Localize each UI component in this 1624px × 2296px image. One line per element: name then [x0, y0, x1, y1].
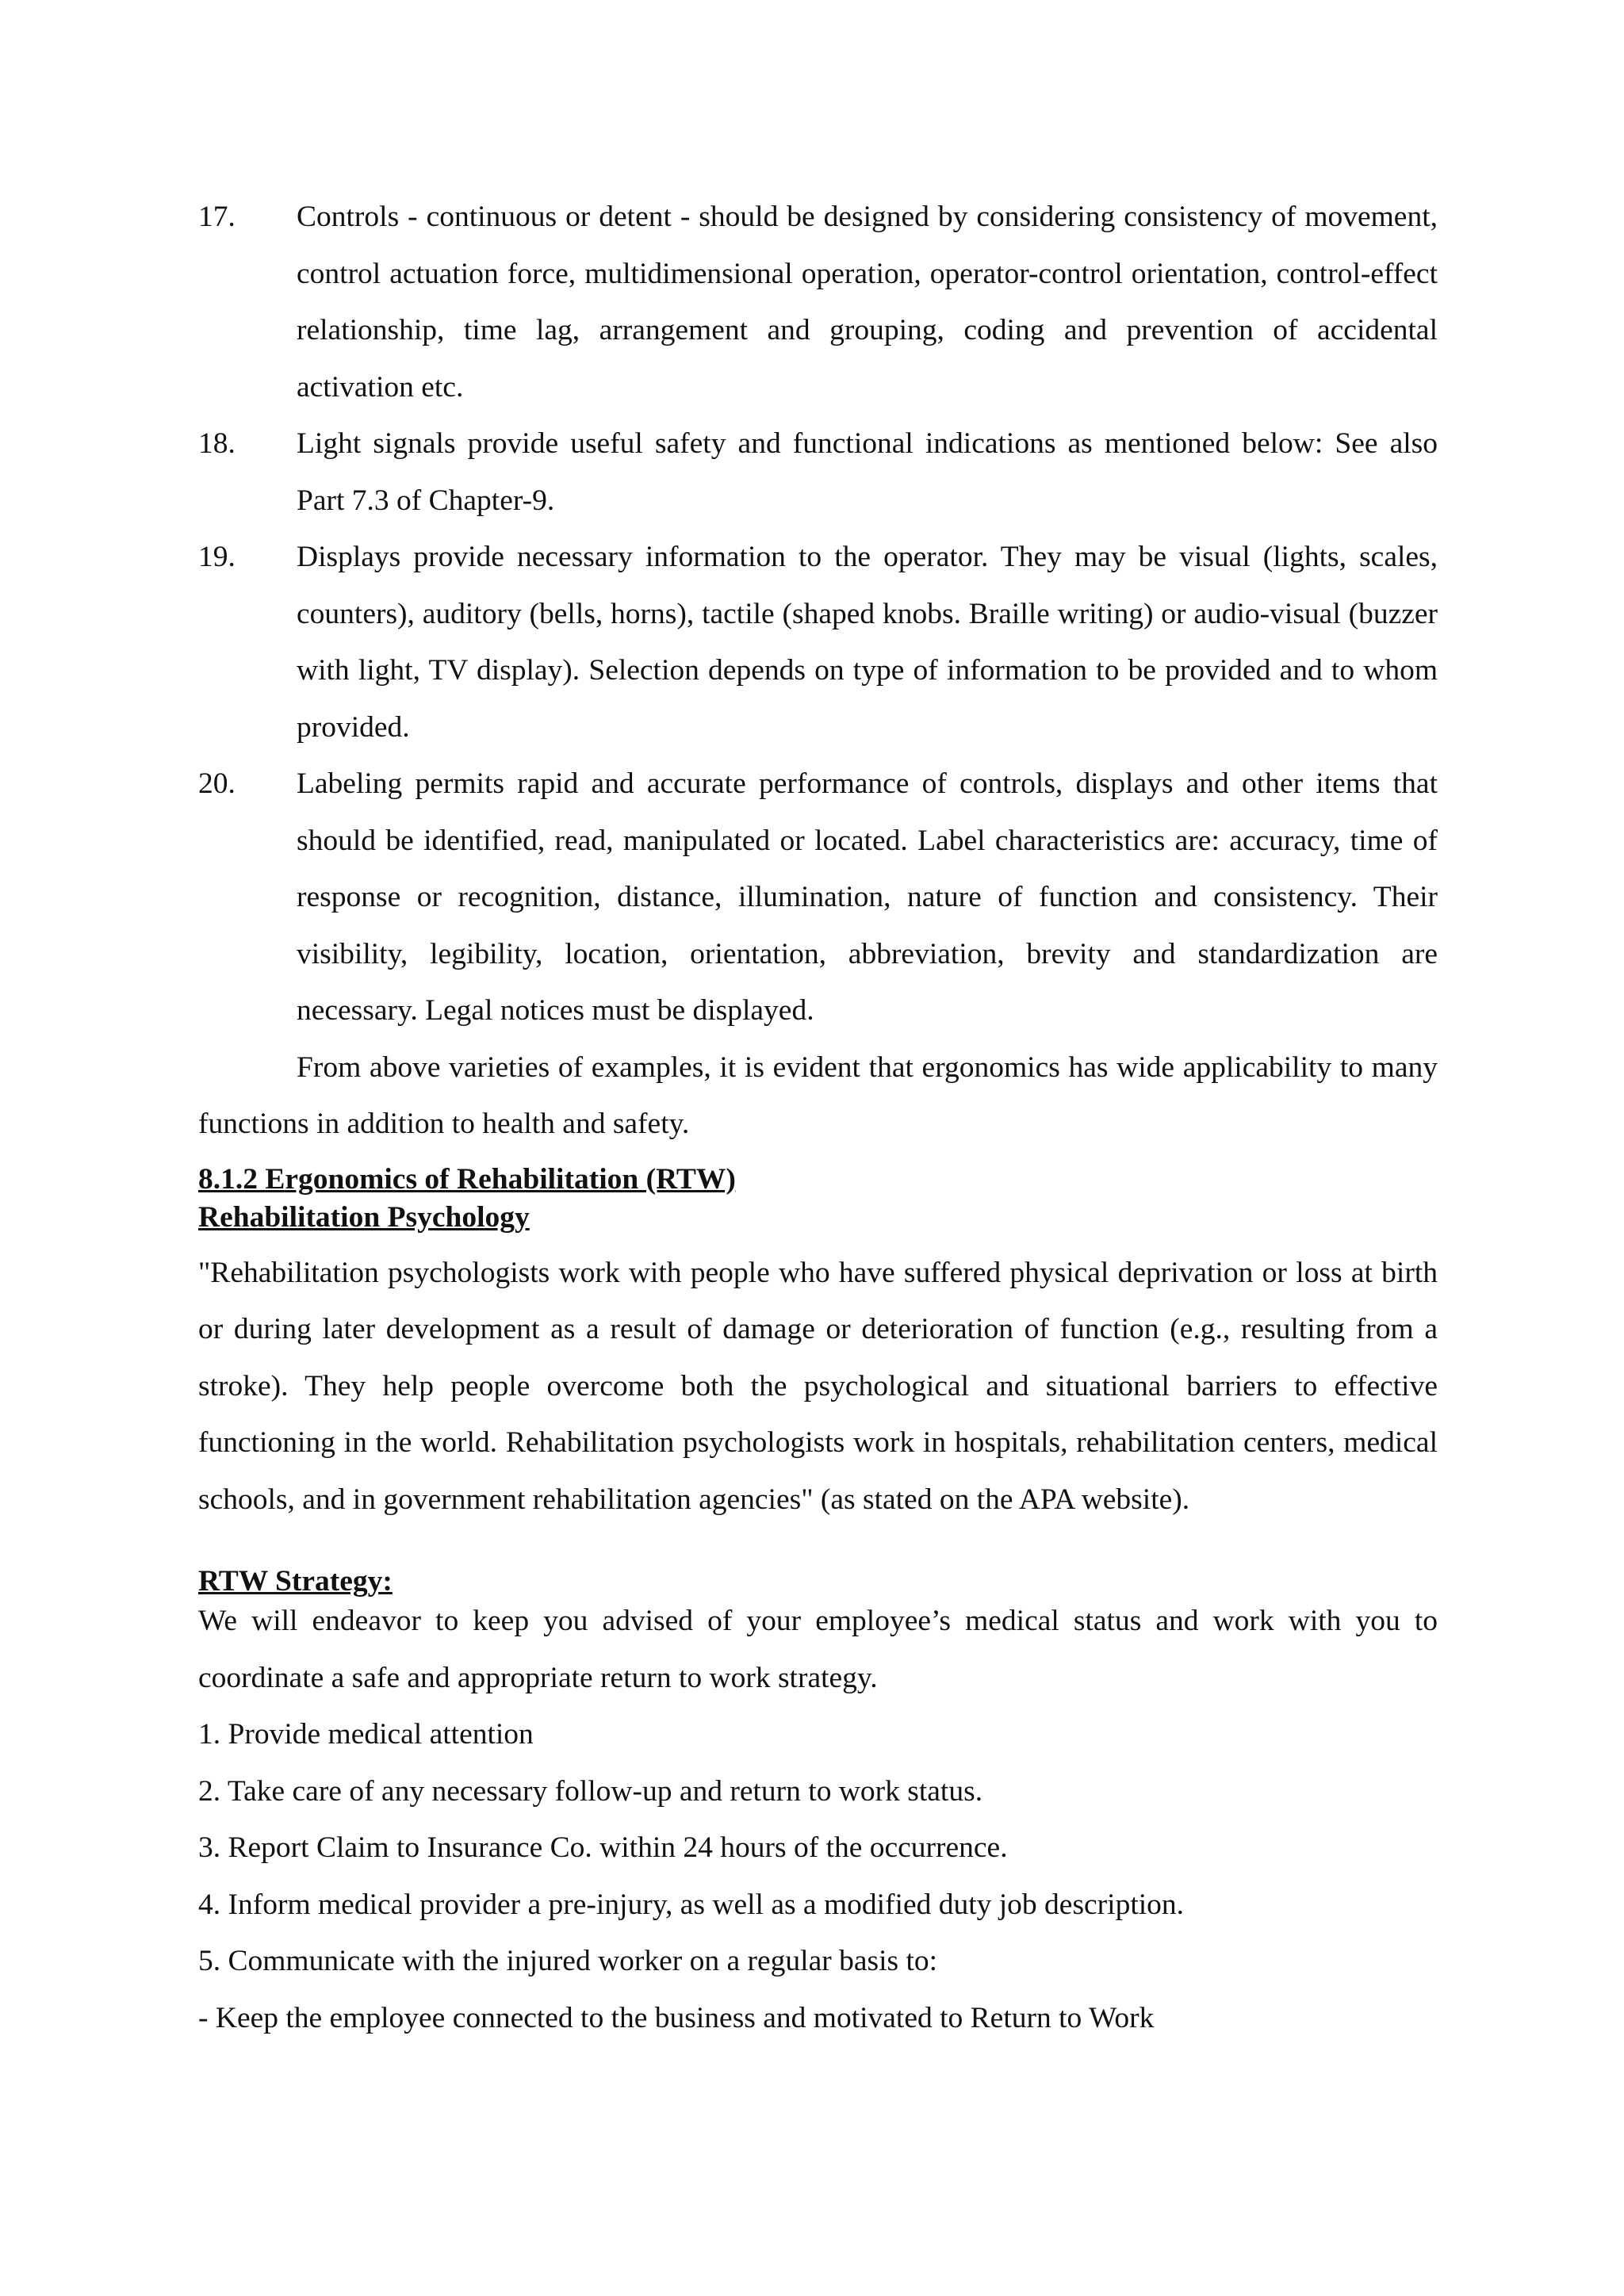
numbered-item-19 [198, 529, 1438, 756]
item-text: Labeling permits rapid and accurate performance of controls, displays and other items that should be identified, read, manipulated or located. Label characteristics are: accuracy, time of response or recognition, distance, illumination, nature of function and consistency. Their visibility, legibility, location, orientation, abbreviation, brevity and standardization are necessary. Legal notices must be displayed. [297, 767, 1438, 1027]
rtw-step: 1. Provide medical attention [198, 1718, 534, 1751]
item-number: 19. [198, 541, 236, 573]
rtw-step: 4. Inform medical provider a pre-injury, as well as a modified duty job description. [198, 1888, 1185, 1921]
rehabilitation-quote: "Rehabilitation psychologists work with people who have suffered physical deprivation or loss at birth or during later development as a result of damage or deterioration of function (e.g., resulting from a stroke). They help people overcome both the psychological and situational barriers to effective functioning in the world. Rehabilitation psychologists work in hospitals, rehabilitation centers, medical schools, and in government rehabilitation agencies" (as stated on the APA website). [198, 1256, 1438, 1516]
item-text: Displays provide necessary information to the operator. They may be visual (lights, scales, counters), auditory (bells, horns), tactile (shaped knobs. Braille writing) or audio-visual (buzzer with light, TV display). Selection depends on type of information to be provided and to whom provided. [297, 541, 1438, 744]
numbered-item-20 [198, 756, 1438, 1039]
spacer [198, 1528, 1438, 1563]
item-number: 17. [198, 201, 236, 233]
summary-paragraph: From above varieties of examples, it is evident that ergonomics has wide applicability to many functions in addition to health and safety. [198, 1050, 1438, 1140]
document-page [198, 189, 1438, 2046]
rtw-intro: We will endeavor to keep you advised of your employee’s medical status and work with you to coordinate a safe and appropriate return to work strategy. [198, 1605, 1438, 1694]
section-subheading: Rehabilitation Psychology [198, 1200, 530, 1234]
rtw-step: 3. Report Claim to Insurance Co. within 24 hours of the occurrence. [198, 1831, 1008, 1864]
numbered-item-17 [198, 189, 1438, 415]
item-number: 20. [198, 767, 236, 800]
item-number: 18. [198, 427, 236, 460]
section-heading-block [198, 1161, 1438, 1237]
rtw-step: 5. Communicate with the injured worker on a regular basis to: [198, 1945, 938, 1977]
item-text: Controls - continuous or detent - should be designed by considering consistency of movement, control actuation force, multidimensional operation, operator-control orientation, control-effect relationship, time lag, arrangement and grouping, coding and prevention of accidental activation etc. [297, 201, 1438, 404]
item-text: Light signals provide useful safety and functional indications as mentioned below: See also Part 7.3 of Chapter-9. [297, 427, 1438, 517]
rtw-heading: RTW Strategy: [198, 1565, 393, 1598]
section-heading: 8.1.2 Ergonomics of Rehabilitation (RTW) [198, 1162, 736, 1196]
rtw-step: - Keep the employee connected to the business and motivated to Return to Work [198, 2001, 1155, 2034]
numbered-item-18 [198, 415, 1438, 529]
rtw-step: 2. Take care of any necessary follow-up and return to work status. [198, 1774, 983, 1808]
